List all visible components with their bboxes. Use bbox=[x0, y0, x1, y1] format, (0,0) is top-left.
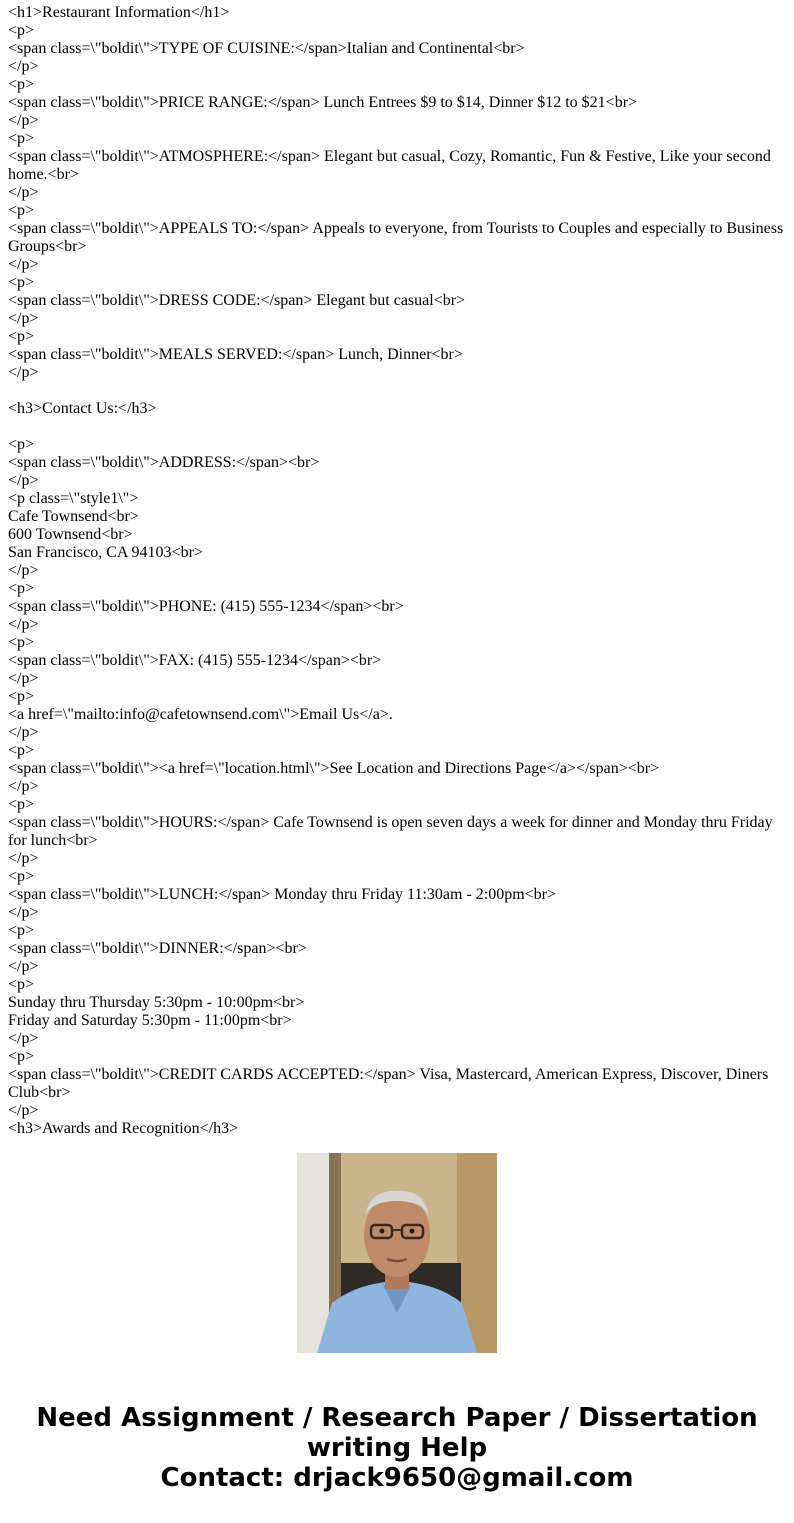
code-line: Sunday thru Thursday 5:30pm - 10:00pm<br> bbox=[8, 994, 305, 1011]
code-line: <p class=\"style1\"> bbox=[8, 490, 139, 507]
code-line: </p> bbox=[8, 1030, 39, 1047]
code-line: </p> bbox=[8, 670, 39, 687]
author-photo bbox=[297, 1153, 497, 1353]
code-line: Friday and Saturday 5:30pm - 11:00pm<br> bbox=[8, 1012, 292, 1029]
code-line: <span class=\"boldit\">DINNER:</span><br> bbox=[8, 940, 307, 957]
code-line: <h1>Restaurant Information</h1> bbox=[8, 4, 230, 21]
footer-line-3: Contact: drjack9650@gmail.com bbox=[160, 1463, 634, 1493]
code-line: <p> bbox=[8, 688, 35, 705]
code-line: <p> bbox=[8, 274, 35, 291]
code-line: </p> bbox=[8, 310, 39, 327]
code-line: <span class=\"boldit\">HOURS:</span> Cafe Townsend is open seven days a week for dinner and Monday thru Friday for lunch<br> bbox=[8, 814, 777, 849]
code-line bbox=[8, 418, 786, 436]
code-line: <p> bbox=[8, 634, 35, 651]
code-line: <span class=\"boldit\">MEALS SERVED:</span> Lunch, Dinner<br> bbox=[8, 346, 463, 363]
code-line: 600 Townsend<br> bbox=[8, 526, 133, 543]
footer-banner bbox=[0, 1403, 794, 1493]
code-line: </p> bbox=[8, 562, 39, 579]
code-line: <span class=\"boldit\">ADDRESS:</span><br> bbox=[8, 454, 320, 471]
code-line: <p> bbox=[8, 796, 35, 813]
code-line: <p> bbox=[8, 742, 35, 759]
code-line: </p> bbox=[8, 58, 39, 75]
code-line: <span class=\"boldit\">DRESS CODE:</span> Elegant but casual<br> bbox=[8, 292, 466, 309]
code-line: <p> bbox=[8, 76, 35, 93]
code-line: <p> bbox=[8, 436, 35, 453]
code-line: </p> bbox=[8, 724, 39, 741]
code-line: </p> bbox=[8, 616, 39, 633]
code-line: </p> bbox=[8, 1102, 39, 1119]
code-line: <h3>Contact Us:</h3> bbox=[8, 400, 157, 417]
code-line: <p> bbox=[8, 328, 35, 345]
code-line: <span class=\"boldit\">PHONE: (415) 555-1234</span><br> bbox=[8, 598, 404, 615]
code-line: <a href=\"mailto:info@cafetownsend.com\">Email Us</a>. bbox=[8, 706, 393, 723]
code-line: <p> bbox=[8, 202, 35, 219]
code-line: San Francisco, CA 94103<br> bbox=[8, 544, 203, 561]
code-line: <p> bbox=[8, 580, 35, 597]
code-line: </p> bbox=[8, 364, 39, 381]
code-line: <p> bbox=[8, 22, 35, 39]
code-line: <span class=\"boldit\">PRICE RANGE:</span> Lunch Entrees $9 to $14, Dinner $12 to $21<br> bbox=[8, 94, 638, 111]
code-line: <span class=\"boldit\"><a href=\"location.html\">See Location and Directions Page</a></span><br> bbox=[8, 760, 660, 777]
code-line: <span class=\"boldit\">FAX: (415) 555-1234</span><br> bbox=[8, 652, 382, 669]
code-line: </p> bbox=[8, 904, 39, 921]
code-line: </p> bbox=[8, 778, 39, 795]
code-line: <span class=\"boldit\">LUNCH:</span> Monday thru Friday 11:30am - 2:00pm<br> bbox=[8, 886, 557, 903]
code-line: </p> bbox=[8, 472, 39, 489]
code-line: <span class=\"boldit\">CREDIT CARDS ACCEPTED:</span> Visa, Mastercard, American Express, Discover, Diners Club<br> bbox=[8, 1066, 773, 1101]
code-line: </p> bbox=[8, 112, 39, 129]
code-line bbox=[8, 382, 786, 400]
code-line: <span class=\"boldit\">TYPE OF CUISINE:</span>Italian and Continental<br> bbox=[8, 40, 525, 57]
code-line: Cafe Townsend<br> bbox=[8, 508, 139, 525]
code-line: </p> bbox=[8, 958, 39, 975]
code-line: </p> bbox=[8, 184, 39, 201]
footer-line-1: Need Assignment / Research Paper / Dissertation bbox=[36, 1403, 758, 1433]
code-line: <p> bbox=[8, 130, 35, 147]
code-line: </p> bbox=[8, 850, 39, 867]
code-line: <p> bbox=[8, 1048, 35, 1065]
code-line: <span class=\"boldit\">APPEALS TO:</span> Appeals to everyone, from Tourists to Couples and especially to Business Groups<br> bbox=[8, 220, 788, 255]
code-line: <h3>Awards and Recognition</h3> bbox=[8, 1120, 239, 1137]
code-line: <p> bbox=[8, 922, 35, 939]
code-line: <p> bbox=[8, 976, 35, 993]
code-line: <span class=\"boldit\">ATMOSPHERE:</span> Elegant but casual, Cozy, Romantic, Fun & Festive, Like your second home.<br> bbox=[8, 148, 775, 183]
code-line: </p> bbox=[8, 256, 39, 273]
footer-line-2: writing Help bbox=[306, 1433, 488, 1463]
code-line: <p> bbox=[8, 868, 35, 885]
portrait-image bbox=[297, 1153, 497, 1353]
